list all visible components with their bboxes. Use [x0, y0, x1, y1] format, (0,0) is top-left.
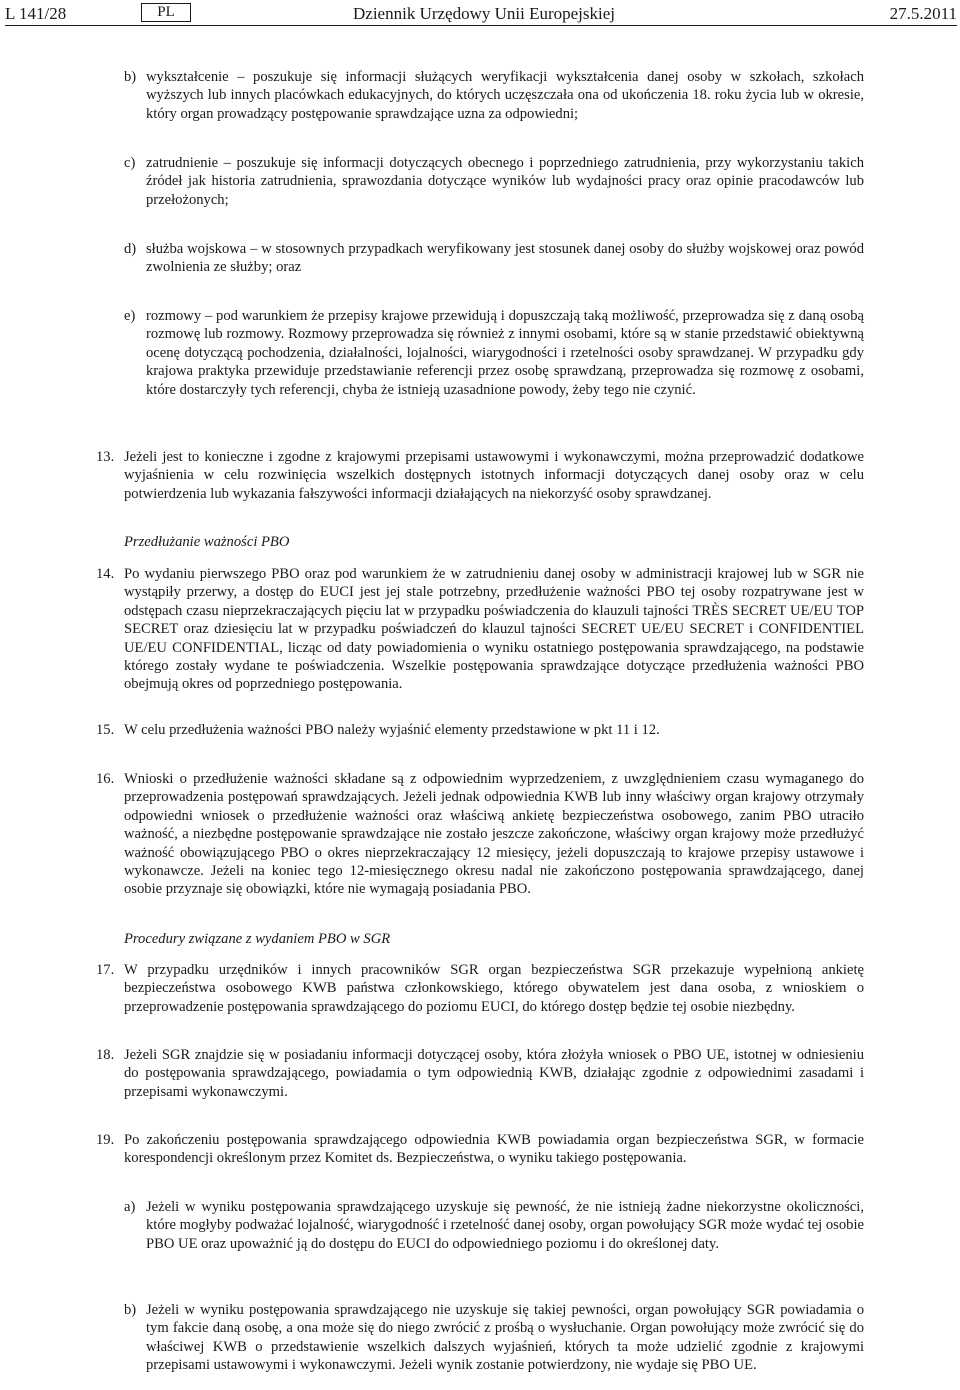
item-label: b)	[124, 1302, 137, 1318]
item-label: a)	[124, 1199, 136, 1215]
paragraph-number: 15.	[96, 722, 115, 738]
paragraph-text: Jeżeli jest to konieczne i zgodne z krajowymi przepisami ustawowymi i wykonawczymi, można przeprowadzić dodatkowe wyjaśnienia w celu rozwinięcia wszelkich dostępnych istotnych informacji dotyczących danej osoby oraz w celu potwierdzenia lub wykazania fałszywości informacji działających na niekorzyść osoby sprawdzanej.	[124, 449, 864, 502]
page-header	[5, 3, 957, 26]
list-item-e	[124, 307, 864, 399]
paragraph-19	[96, 1131, 864, 1168]
paragraph-number: 19.	[96, 1132, 115, 1148]
paragraph-18	[96, 1046, 864, 1101]
paragraph-number: 14.	[96, 566, 115, 582]
paragraph-14	[96, 565, 864, 694]
paragraph-text: Wnioski o przedłużenie ważności składane są z odpowiednim wyprzedzeniem, z uwzględnieniem czasu wymaganego do przeprowadzenia postępowań sprawdzających. Jeżeli jednak odpowiednia KWB lub inny właściwy organ krajowy otrzymały odpowiedni wniosek o przedłużenie ważności oraz właściwą ankietę bezpieczeństwa osobowego, zanim PBO utraciło ważność, a niezbędne postępowanie sprawdzające nie zostało jeszcze zakończone, właściwy organ krajowy może przedłużyć ważność obowiązującego PBO o okres nieprzekraczający 12 miesięcy, jeżeli dopuszczają to krajowe przepisy ustawowe i wykonawcze. Jeżeli na koniec tego 12-miesięcznego okresu nadal nie zakończono postępowania sprawdzającego, danej osobie przyznaje się obowiązki, które nie wymagają posiadania PBO.	[124, 771, 864, 898]
item-label: b)	[124, 69, 137, 85]
paragraph-text: Po zakończeniu postępowania sprawdzającego odpowiednia KWB powiadamia organ bezpieczeństwa SGR, w formacie korespondencji określonym przez Komitet ds. Bezpieczeństwa, o wyniku takiego postępowania.	[124, 1132, 864, 1167]
paragraph-17	[96, 961, 864, 1016]
item-label: d)	[124, 241, 137, 257]
paragraph-number: 17.	[96, 962, 115, 978]
section-heading-renewal: Przedłużanie ważności PBO	[124, 534, 290, 550]
list-item-d	[124, 240, 864, 277]
subitem-19b	[124, 1301, 864, 1375]
paragraph-text: W przypadku urzędników i innych pracowników SGR organ bezpieczeństwa SGR przekazuje wypełnioną ankietę bezpieczeństwa osobowego KWB państwa członkowskiego, którego obywatelem jest dana osoba, z wnioskiem o przeprowadzenie postępowania sprawdzającego do poziomu EUCI, do którego dostęp będzie tej osobie niezbędny.	[124, 962, 864, 1015]
paragraph-13	[96, 448, 864, 503]
item-text: rozmowy – pod warunkiem że przepisy krajowe przewidują i dopuszczają taką możliwość, przeprowadza się z daną osobą rozmowę lub rozmowy. Rozmowy przeprowadza się również z innymi osobami, które są w stanie przedstawić obiektywną ocenę dotyczącą pochodzenia, działalności, lojalności, wiarygodności i rzetelności osoby sprawdzanej. W przypadku gdy krajowa praktyka przewiduje przedstawianie referencji przez osobę sprawdzaną, przeprowadza się rozmowę z osobami, które dostarczyły tych referencji, chyba że istnieją uzasadnione powody, żeby tego nie czynić.	[146, 308, 864, 398]
subitem-19a	[124, 1198, 864, 1253]
journal-title: Dziennik Urzędowy Unii Europejskiej	[353, 4, 616, 23]
publication-date: 27.5.2011	[889, 4, 957, 23]
section-heading-procedures: Procedury związane z wydaniem PBO w SGR	[124, 931, 391, 947]
list-item-c	[124, 154, 864, 209]
paragraph-text: Po wydaniu pierwszego PBO oraz pod warunkiem że w zatrudnieniu danej osoby w administracji krajowej lub w SGR nie wystąpiły przerwy, a dostęp do EUCI jest jej stale potrzebny, przedłużenie ważności PBO tej osoby rozpatrywane jest w odstępach czasu nieprzekraczających pięciu lat w przypadku poświadczenia do klauzuli tajności TRÈS SECRET UE/EU TOP SECRET oraz dziesięciu lat w przypadku poświadczeń do klauzul tajności SECRET UE/EU SECRET i CONFIDENTIEL UE/EU CONFIDENTIAL, licząc od daty powiadomienia o wyniku ostatniego postępowania sprawdzającego, na podstawie którego zostały wydane te poświadczenia. Wszelkie postępowania sprawdzające dotyczące przedłużenia ważności PBO obejmują okres od poprzedniego postępowania.	[124, 566, 864, 693]
paragraph-16	[96, 770, 864, 899]
paragraph-number: 13.	[96, 449, 115, 465]
paragraph-text: Jeżeli SGR znajdzie się w posiadaniu informacji dotyczącej osoby, która złożyła wniosek o PBO UE, istotnej w odniesieniu do postępowania sprawdzającego, powiadamia o tym odpowiednią KWB, działając zgodnie z odpowiednimi zasadami i przepisami wykonawczymi.	[124, 1047, 864, 1100]
page-number: L 141/28	[5, 4, 67, 23]
item-text: Jeżeli w wyniku postępowania sprawdzającego uzyskuje się pewność, że nie istnieją żadne niekorzystne okoliczności, które mogłyby podważać lojalność, wiarygodność i rzetelność danej osoby, organ powołujący SGR może wydać tej osobie PBO UE oraz upoważnić ją do dostępu do EUCI do odpowiedniego poziomu i do określonej daty.	[146, 1199, 864, 1252]
item-label: e)	[124, 308, 136, 324]
paragraph-15	[96, 721, 864, 739]
paragraph-text: W celu przedłużenia ważności PBO należy wyjaśnić elementy przedstawione w pkt 11 i 12.	[124, 722, 660, 738]
paragraph-number: 16.	[96, 771, 115, 787]
item-text: wykształcenie – poszukuje się informacji służących weryfikacji wykształcenia danej osoby w szkołach, szkołach wyższych lub innych placówkach edukacyjnych, do których uczęszczała ona od ukończenia 18. roku życia lub w okresie, który organ prowadzący postępowanie sprawdzające uzna za odpowiedni;	[146, 69, 864, 122]
language-badge: PL	[141, 3, 191, 22]
list-item-b	[124, 68, 864, 123]
item-text: Jeżeli w wyniku postępowania sprawdzającego nie uzyskuje się takiej pewności, organ powołujący SGR powiadamia o tym fakcie daną osobę, a ona może się do niego zwrócić z prośbą o wysłuchanie. Organ powołujący może zwrócić się do właściwej KWB o przedstawienie wszelkich dalszych wyjaśnień, których ta może udzielić zgodnie z krajowymi przepisami ustawowymi i wykonawczymi. Jeżeli wynik zostanie potwierdzony, nie wydaje się PBO UE.	[146, 1302, 864, 1374]
item-label: c)	[124, 155, 136, 171]
paragraph-number: 18.	[96, 1047, 115, 1063]
item-text: służba wojskowa – w stosownych przypadkach weryfikowany jest stosunek danej osoby do służby wojskowej oraz powód zwolnienia ze służby; oraz	[146, 241, 864, 276]
item-text: zatrudnienie – poszukuje się informacji dotyczących obecnego i poprzedniego zatrudnienia, przy wykorzystaniu takich źródeł jak historia zatrudnienia, sprawozdania dotyczące wyników lub wydajności pracy oraz opinie pracodawców lub przełożonych;	[146, 155, 864, 208]
